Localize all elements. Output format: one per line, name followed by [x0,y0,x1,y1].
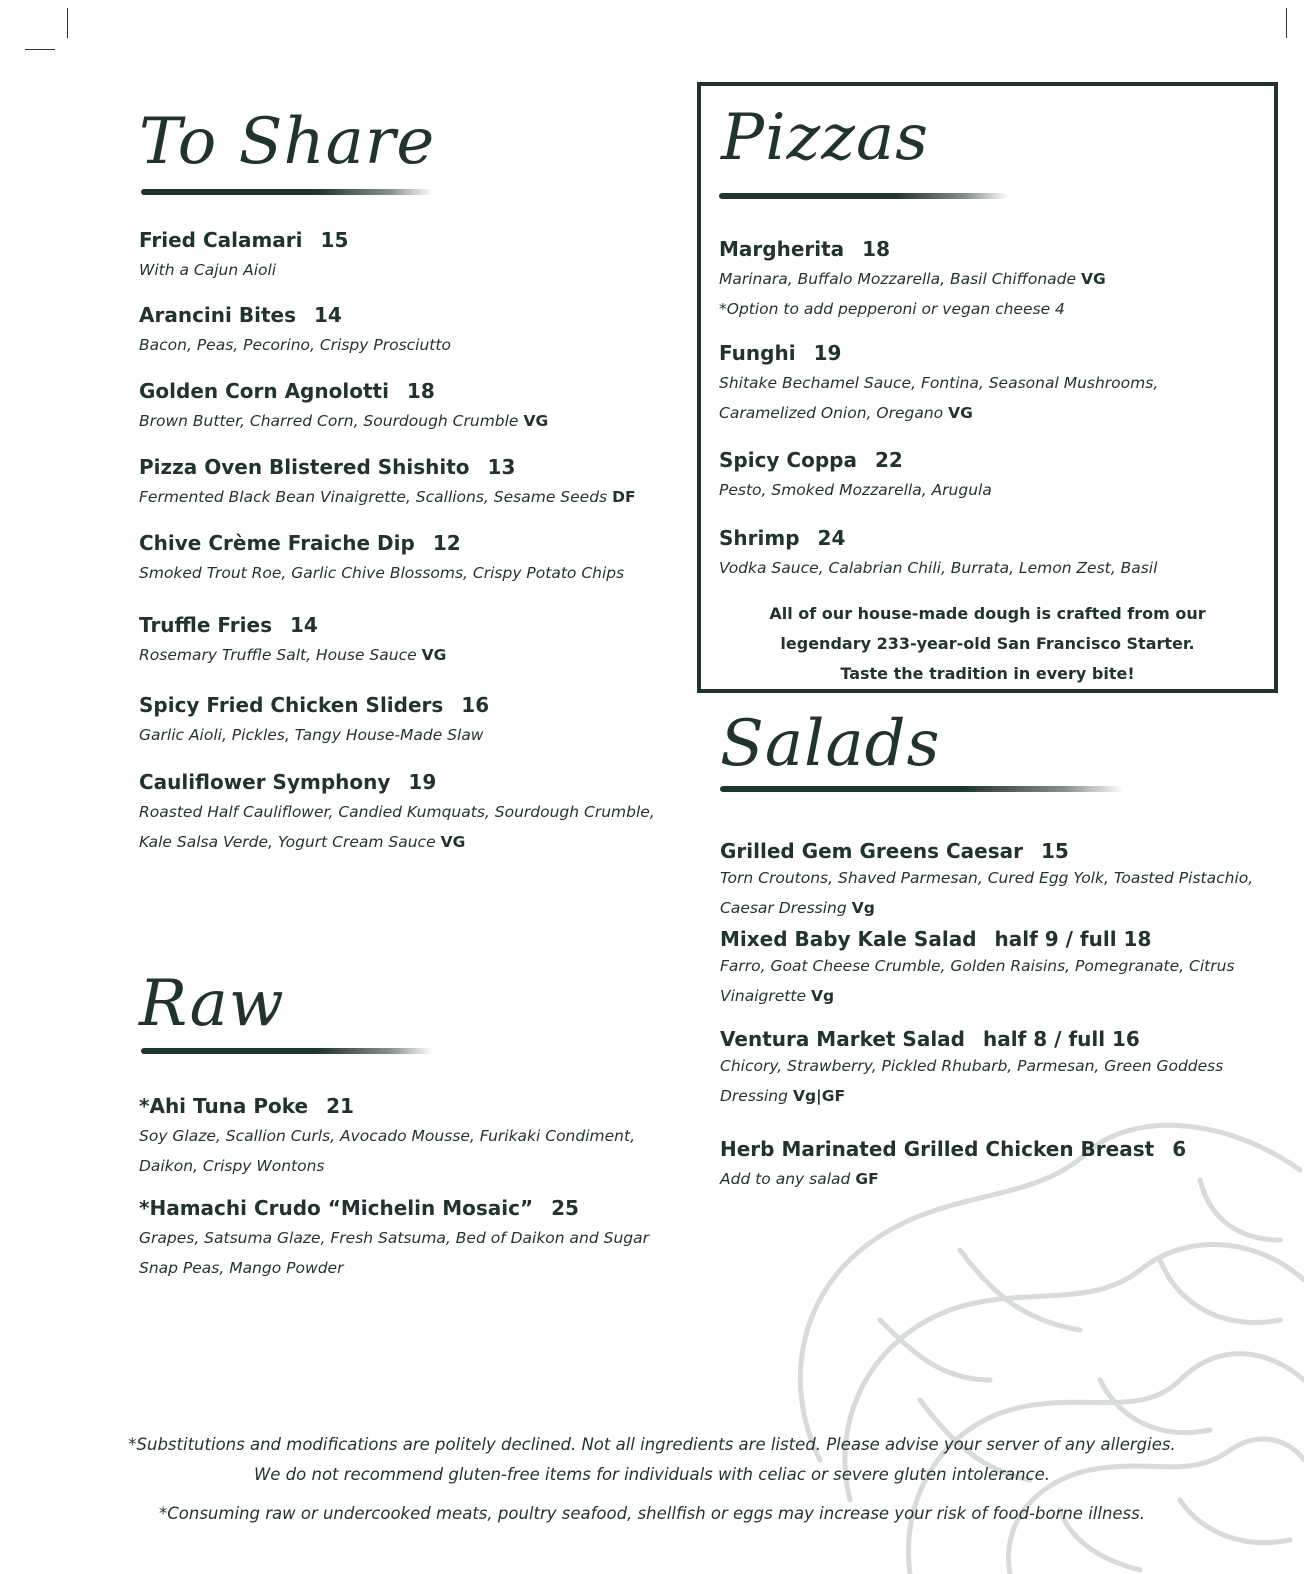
item-description: Marinara, Buffalo Mozzarella, Basil Chiffonade [719,270,1077,288]
item-price: 12 [432,531,461,555]
item-price: half 8 / full 16 [983,1027,1140,1051]
item-name: Chive Crème Fraiche Dip [139,531,415,555]
item-name: Ventura Market Salad [720,1027,965,1051]
menu-item [139,379,699,436]
dietary-tag: VG [1081,270,1106,288]
to-share-title: To Share [139,105,436,179]
menu-item [139,693,699,750]
item-description: Torn Croutons, Shaved Parmesan, Cured Egg Yolk, Toasted Pistachio, Caesar Dressing [720,869,1254,917]
item-name: Pizza Oven Blistered Shishito [139,455,470,479]
item-description: Vodka Sauce, Calabrian Chili, Burrata, Lemon Zest, Basil [719,559,1158,577]
footer-line-gluten: We do not recommend gluten-free items for individuals with celiac or severe gluten intolerance. [253,1465,1051,1484]
menu-item [720,839,1255,923]
item-price: 21 [326,1094,354,1118]
pizzas-underline [719,193,1009,199]
item-description: Brown Butter, Charred Corn, Sourdough Crumble [139,412,519,430]
item-price: 18 [862,237,890,261]
footer-line-substitutions: *Substitutions and modifications are politely declined. Not all ingredients are listed. Please advise your server of any allergies. [128,1435,1176,1454]
footer-line-raw-warning: *Consuming raw or undercooked meats, poultry seafood, shellfish or eggs may increase your risk of food-borne illness. [159,1504,1145,1523]
item-price: 19 [408,770,437,794]
item-name: Spicy Coppa [719,448,857,472]
menu-item [139,531,699,588]
dough-note-line: All of our house-made dough is crafted from our [769,604,1206,623]
item-description: Rosemary Truffle Salt, House Sauce [139,646,417,664]
item-description: Chicory, Strawberry, Pickled Rhubarb, Parmesan, Green Goddess Dressing [720,1057,1224,1105]
item-description: Fermented Black Bean Vinaigrette, Scallions, Sesame Seeds [139,488,608,506]
item-price: 25 [551,1196,579,1220]
raw-title: Raw [139,967,285,1041]
item-name: Cauliflower Symphony [139,770,391,794]
item-price: 19 [813,341,842,365]
item-price: 22 [874,448,903,472]
item-description: Smoked Trout Roe, Garlic Chive Blossoms, Crispy Potato Chips [139,564,625,582]
item-price: 15 [1041,839,1069,863]
item-price: 14 [289,613,318,637]
menu-item [719,237,1249,324]
dietary-tag: VG [523,412,549,430]
item-description: Farro, Goat Cheese Crumble, Golden Raisins, Pomegranate, Citrus Vinaigrette [720,957,1235,1005]
item-price: 13 [487,455,516,479]
item-name: Funghi [719,341,796,365]
menu-item [139,228,699,285]
item-description: Pesto, Smoked Mozzarella, Arugula [719,481,992,499]
item-name: Grilled Gem Greens Caesar [720,839,1023,863]
item-price: 15 [320,228,349,252]
item-price: 14 [313,303,342,327]
item-name: *Hamachi Crudo “Michelin Mosaic” [139,1196,534,1220]
item-description: Garlic Aioli, Pickles, Tangy House-Made Slaw [139,726,484,744]
item-description: With a Cajun Aioli [139,261,277,279]
menu-item [719,448,1249,505]
item-description: Shitake Bechamel Sauce, Fontina, Seasonal Mushrooms, Caramelized Onion, Oregano [719,374,1159,422]
menu-item [139,613,699,670]
item-price: 18 [406,379,435,403]
item-price: 6 [1172,1137,1187,1161]
menu-item [139,1094,639,1181]
dietary-tag: VG [948,404,973,422]
menu-item [720,1027,1230,1111]
footer-disclaimer [0,1430,1304,1529]
menu-item [719,526,1249,583]
item-price: 16 [461,693,490,717]
item-price: 24 [817,526,846,550]
dietary-tag: GF [855,1170,879,1188]
menu-item [139,303,699,360]
item-description: Soy Glaze, Scallion Curls, Avocado Mousse, Furikaki Condiment, Daikon, Crispy Wontons [139,1127,635,1175]
dietary-tag: Vg|GF [792,1087,846,1105]
crop-mark-horizontal-left [25,49,55,50]
menu-item [139,1196,679,1283]
item-name: Arancini Bites [139,303,296,327]
salads-title: Salads [720,707,941,781]
item-name: *Ahi Tuna Poke [139,1094,309,1118]
dietary-tag: VG [421,646,447,664]
item-description: Bacon, Peas, Pecorino, Crispy Prosciutto [139,336,451,354]
item-option-note: *Option to add pepperoni or vegan cheese 4 [719,300,1065,318]
menu-item [719,341,1249,428]
item-description: Grapes, Satsuma Glaze, Fresh Satsuma, Bed of Daikon and Sugar Snap Peas, Mango Powder [139,1229,649,1277]
crop-mark-vertical-left [67,8,68,38]
item-description: Add to any salad [720,1170,851,1188]
dough-note-line: legendary 233-year-old San Francisco Starter. [780,634,1195,653]
menu-item [139,770,659,857]
item-name: Spicy Fried Chicken Sliders [139,693,444,717]
dietary-tag: DF [612,488,636,506]
menu-item [139,455,699,512]
pizzas-box [697,82,1278,693]
crop-mark-vertical-right [1286,8,1287,38]
item-name: Margherita [719,237,845,261]
menu-item [720,927,1240,1011]
item-name: Mixed Baby Kale Salad [720,927,977,951]
item-name: Herb Marinated Grilled Chicken Breast [720,1137,1155,1161]
item-description: Roasted Half Cauliflower, Candied Kumquats, Sourdough Crumble, Kale Salsa Verde, Yogurt Cream Sauce [139,803,655,851]
dietary-tag: Vg [851,899,875,917]
to-share-underline [141,189,433,195]
item-name: Fried Calamari [139,228,303,252]
item-name: Shrimp [719,526,800,550]
raw-underline [141,1048,433,1054]
dough-note [701,599,1274,689]
pizzas-title: Pizzas [721,101,929,175]
item-price: half 9 / full 18 [994,927,1152,951]
menu-item [720,1137,1260,1194]
salads-underline [720,786,1124,792]
dietary-tag: Vg [810,987,835,1005]
dough-note-line: Taste the tradition in every bite! [840,664,1135,683]
item-name: Golden Corn Agnolotti [139,379,389,403]
dietary-tag: VG [440,833,466,851]
item-name: Truffle Fries [139,613,272,637]
